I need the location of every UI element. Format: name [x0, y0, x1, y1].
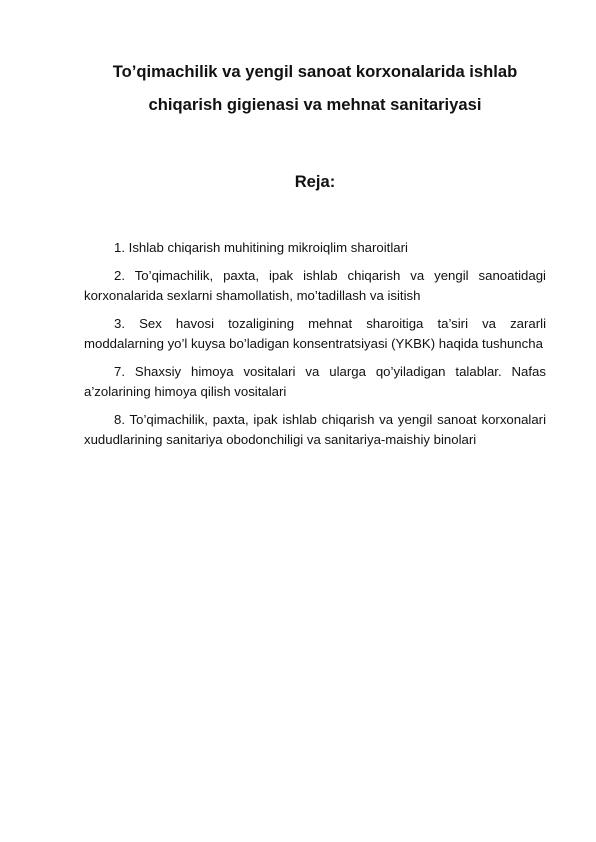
- document-title-line-2: chiqarish gigienasi va mehnat sanitariyasi: [148, 95, 482, 114]
- plan-list: [84, 238, 546, 458]
- plan-item: 1. Ishlab chiqarish muhitining mikroiqlim sharoitlari: [114, 240, 408, 255]
- plan-item: 3. Sex havosi tozaligining mehnat sharoitiga ta’siri va zararli moddalarning yo’l kuysa bo’ladigan konsentratsiyasi (YKBK) haqida tushuncha: [84, 316, 546, 351]
- plan-item: 7. Shaxsiy himoya vositalari va ularga qo’yiladigan talablar. Nafas a’zolarining himoya qilish vositalari: [84, 364, 546, 399]
- document-title-line-1: To’qimachilik va yengil sanoat korxonalarida ishlab: [112, 62, 518, 81]
- plan-item: 8. To’qimachilik, paxta, ipak ishlab chiqarish va yengil sanoat korxonalari xududlarining sanitariya obodonchiligi va sanitariya-maishiy binolari: [84, 412, 546, 447]
- plan-item: 2. To’qimachilik, paxta, ipak ishlab chiqarish va yengil sanoatidagi korxonalarida sexlarni shamollatish, mo’tadillash va isitish: [84, 268, 546, 303]
- plan-heading: Reja:: [294, 172, 336, 191]
